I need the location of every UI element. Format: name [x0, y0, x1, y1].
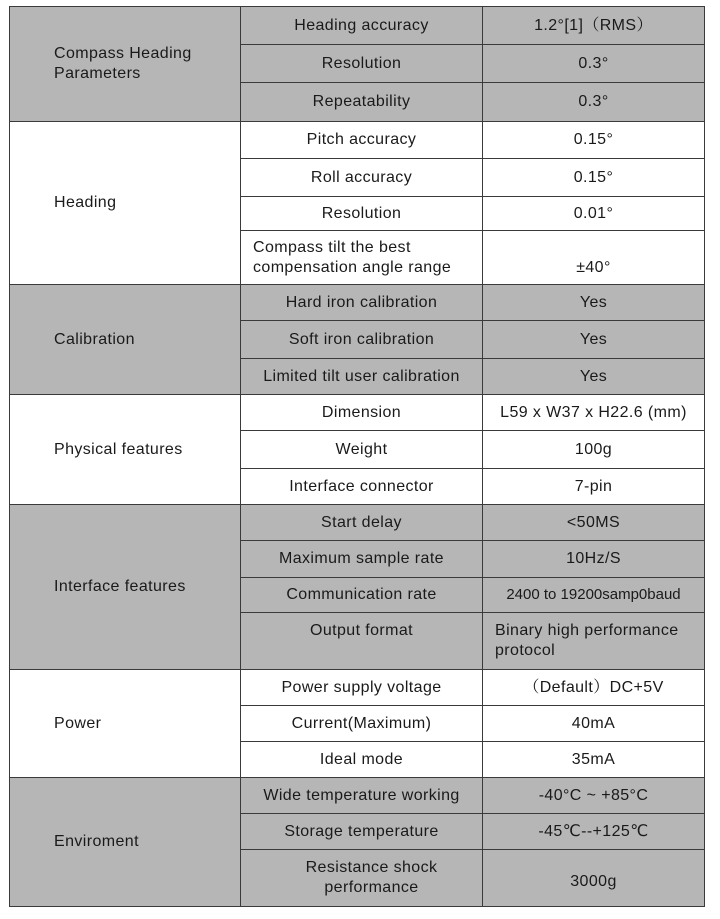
value-cell: 0.01°: [483, 197, 705, 231]
value-cell: 0.3°: [483, 83, 705, 122]
value-cell: Binary high performance protocol: [483, 613, 705, 670]
group-label-compass-heading: Compass Heading Parameters: [10, 7, 241, 122]
value-cell: 10Hz/S: [483, 541, 705, 578]
value-cell: 2400 to 19200samp0baud: [483, 578, 705, 613]
table-row: [10, 7, 705, 45]
param-cell: Soft iron calibration: [241, 321, 483, 359]
param-cell: Power supply voltage: [241, 670, 483, 706]
group-label-calibration: Calibration: [10, 285, 241, 395]
param-cell: Weight: [241, 431, 483, 469]
param-cell: Communication rate: [241, 578, 483, 613]
table-row: [10, 505, 705, 541]
param-cell: Resolution: [241, 197, 483, 231]
param-cell: Storage temperature: [241, 814, 483, 850]
group-label-heading: Heading: [10, 122, 241, 285]
group-label-power: Power: [10, 670, 241, 778]
value-cell: Yes: [483, 321, 705, 359]
value-cell: （Default）DC+5V: [483, 670, 705, 706]
value-cell: 1.2°[1]（RMS）: [483, 7, 705, 45]
param-cell: Output format: [241, 613, 483, 670]
param-cell: Limited tilt user calibration: [241, 359, 483, 395]
group-label-physical-features: Physical features: [10, 395, 241, 505]
value-cell: 35mA: [483, 742, 705, 778]
param-cell: Interface connector: [241, 469, 483, 505]
group-label-interface-features: Interface features: [10, 505, 241, 670]
value-cell: 0.15°: [483, 159, 705, 197]
param-cell: Roll accuracy: [241, 159, 483, 197]
param-cell: Start delay: [241, 505, 483, 541]
param-cell: Ideal mode: [241, 742, 483, 778]
value-cell: -45℃--+125℃: [483, 814, 705, 850]
param-cell: Compass tilt the best compensation angle range: [241, 231, 483, 285]
value-cell: 0.15°: [483, 122, 705, 159]
value-cell: -40°C ~ +85°C: [483, 778, 705, 814]
table-row: [10, 670, 705, 706]
value-cell: Yes: [483, 359, 705, 395]
value-cell: 3000g: [483, 850, 705, 907]
param-cell: Hard iron calibration: [241, 285, 483, 321]
value-cell: 0.3°: [483, 45, 705, 83]
value-cell: <50MS: [483, 505, 705, 541]
value-cell: 7-pin: [483, 469, 705, 505]
table-row: [10, 285, 705, 321]
table-row: [10, 395, 705, 431]
value-cell: Yes: [483, 285, 705, 321]
param-cell: Current(Maximum): [241, 706, 483, 742]
param-cell: Maximum sample rate: [241, 541, 483, 578]
spec-table: [9, 6, 705, 907]
param-cell: Dimension: [241, 395, 483, 431]
value-cell: 40mA: [483, 706, 705, 742]
table-row: [10, 122, 705, 159]
param-cell: Pitch accuracy: [241, 122, 483, 159]
table-row: [10, 778, 705, 814]
value-cell: 100g: [483, 431, 705, 469]
param-cell: Resistance shock performance: [241, 850, 483, 907]
param-cell: Wide temperature working: [241, 778, 483, 814]
param-cell: Heading accuracy: [241, 7, 483, 45]
param-cell: Resolution: [241, 45, 483, 83]
group-label-enviroment: Enviroment: [10, 778, 241, 907]
param-cell: Repeatability: [241, 83, 483, 122]
value-cell: ±40°: [483, 231, 705, 285]
value-cell: L59 x W37 x H22.6 (mm): [483, 395, 705, 431]
